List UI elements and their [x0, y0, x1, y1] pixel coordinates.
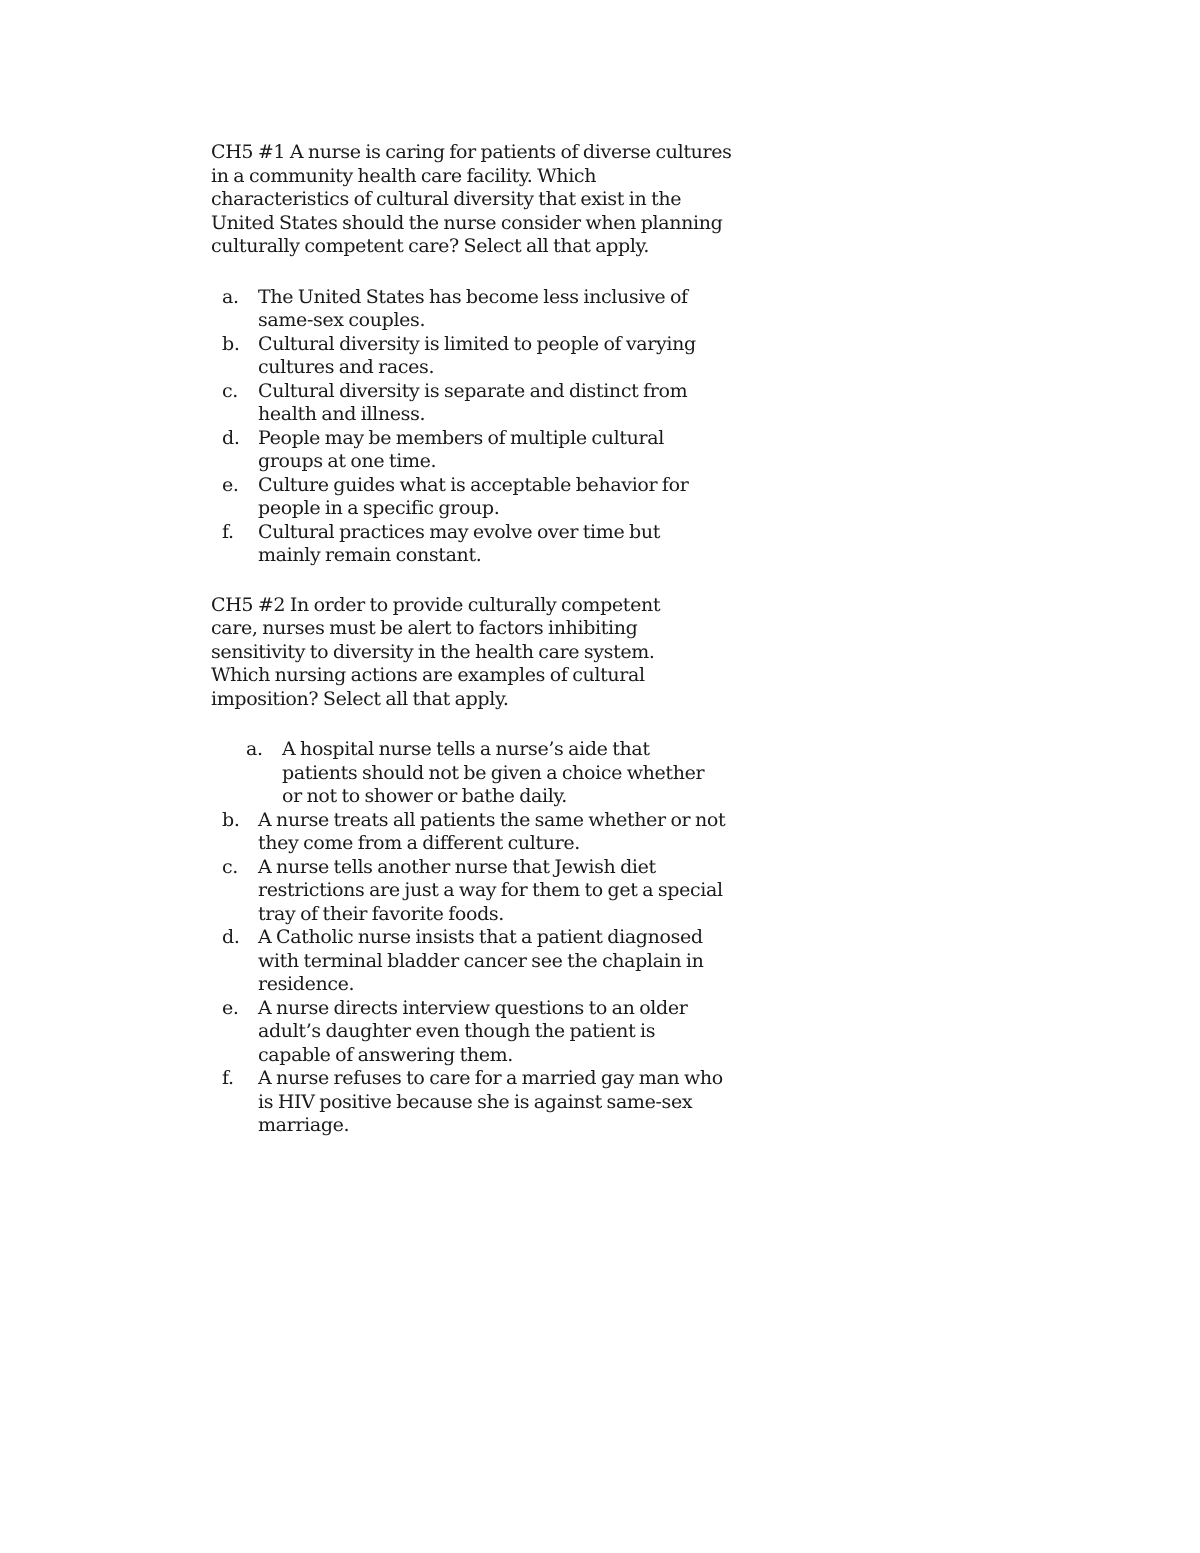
- question-ch5-1: [211, 141, 751, 568]
- option-text: A Catholic nurse insists that a patient diagnosed with terminal bladder cancer see the chaplain in residence.: [258, 926, 704, 995]
- answer-option-c: [211, 856, 728, 927]
- answer-option-f: [211, 521, 698, 568]
- answer-option-d: [211, 926, 728, 997]
- answer-option-a: [211, 286, 698, 333]
- option-text: Cultural diversity is limited to people of varying cultures and races.: [258, 332, 696, 378]
- option-letter: e.: [222, 473, 239, 496]
- option-text: A nurse refuses to care for a married gay man who is HIV positive because she is against same-sex marriage.: [258, 1067, 723, 1136]
- answer-option-a: [211, 738, 712, 809]
- option-letter: b.: [222, 808, 240, 831]
- answer-option-f: [211, 1067, 728, 1138]
- option-letter: a.: [222, 285, 239, 308]
- answer-options: [211, 286, 751, 568]
- option-letter: f.: [222, 1067, 234, 1089]
- option-text: A hospital nurse tells a nurse’s aide that patients should not be given a choice whether or not to shower or bathe daily.: [282, 738, 705, 807]
- option-text: The United States has become less inclusive of same-sex couples.: [258, 285, 688, 331]
- option-text: Cultural diversity is separate and distinct from health and illness.: [258, 379, 688, 425]
- option-text: Culture guides what is acceptable behavior for people in a specific group.: [258, 473, 689, 519]
- option-letter: a.: [246, 738, 263, 760]
- document-page: [211, 141, 751, 1138]
- question-prompt: CH5 #1 A nurse is caring for patients of diverse cultures in a community health care facility. Which characteristics of cultural diversity that exist in the United States should the nurse consider when planning culturally competent care? Select all that apply.: [211, 141, 732, 257]
- option-letter: f.: [222, 520, 234, 543]
- question-prompt: CH5 #2 In order to provide culturally competent care, nurses must be alert to factors inhibiting sensitivity to diversity in the health care system. Which nursing actions are examples of cultural imposition? Select all that apply.: [211, 593, 661, 710]
- option-letter: c.: [222, 379, 238, 402]
- option-text: A nurse treats all patients the same whether or not they come from a different culture.: [258, 808, 726, 854]
- answer-option-b: [211, 333, 698, 380]
- option-letter: c.: [222, 855, 238, 878]
- answer-option-e: [211, 997, 728, 1068]
- answer-option-c: [211, 380, 698, 427]
- option-letter: b.: [222, 332, 240, 355]
- option-text: People may be members of multiple cultural groups at one time.: [258, 426, 664, 472]
- option-text: A nurse directs interview questions to an older adult’s daughter even though the patient is capable of answering them.: [258, 996, 688, 1066]
- answer-option-e: [211, 474, 698, 521]
- question-ch5-2: [211, 594, 751, 1138]
- option-letter: d.: [222, 926, 240, 948]
- option-text: A nurse tells another nurse that Jewish diet restrictions are just a way for them to get a special tray of their favorite foods.: [258, 855, 723, 925]
- answer-option-d: [211, 427, 698, 474]
- answer-options: [211, 738, 751, 1138]
- option-letter: d.: [222, 426, 240, 449]
- option-letter: e.: [222, 996, 239, 1019]
- answer-option-b: [211, 809, 728, 856]
- option-text: Cultural practices may evolve over time but mainly remain constant.: [258, 520, 661, 566]
